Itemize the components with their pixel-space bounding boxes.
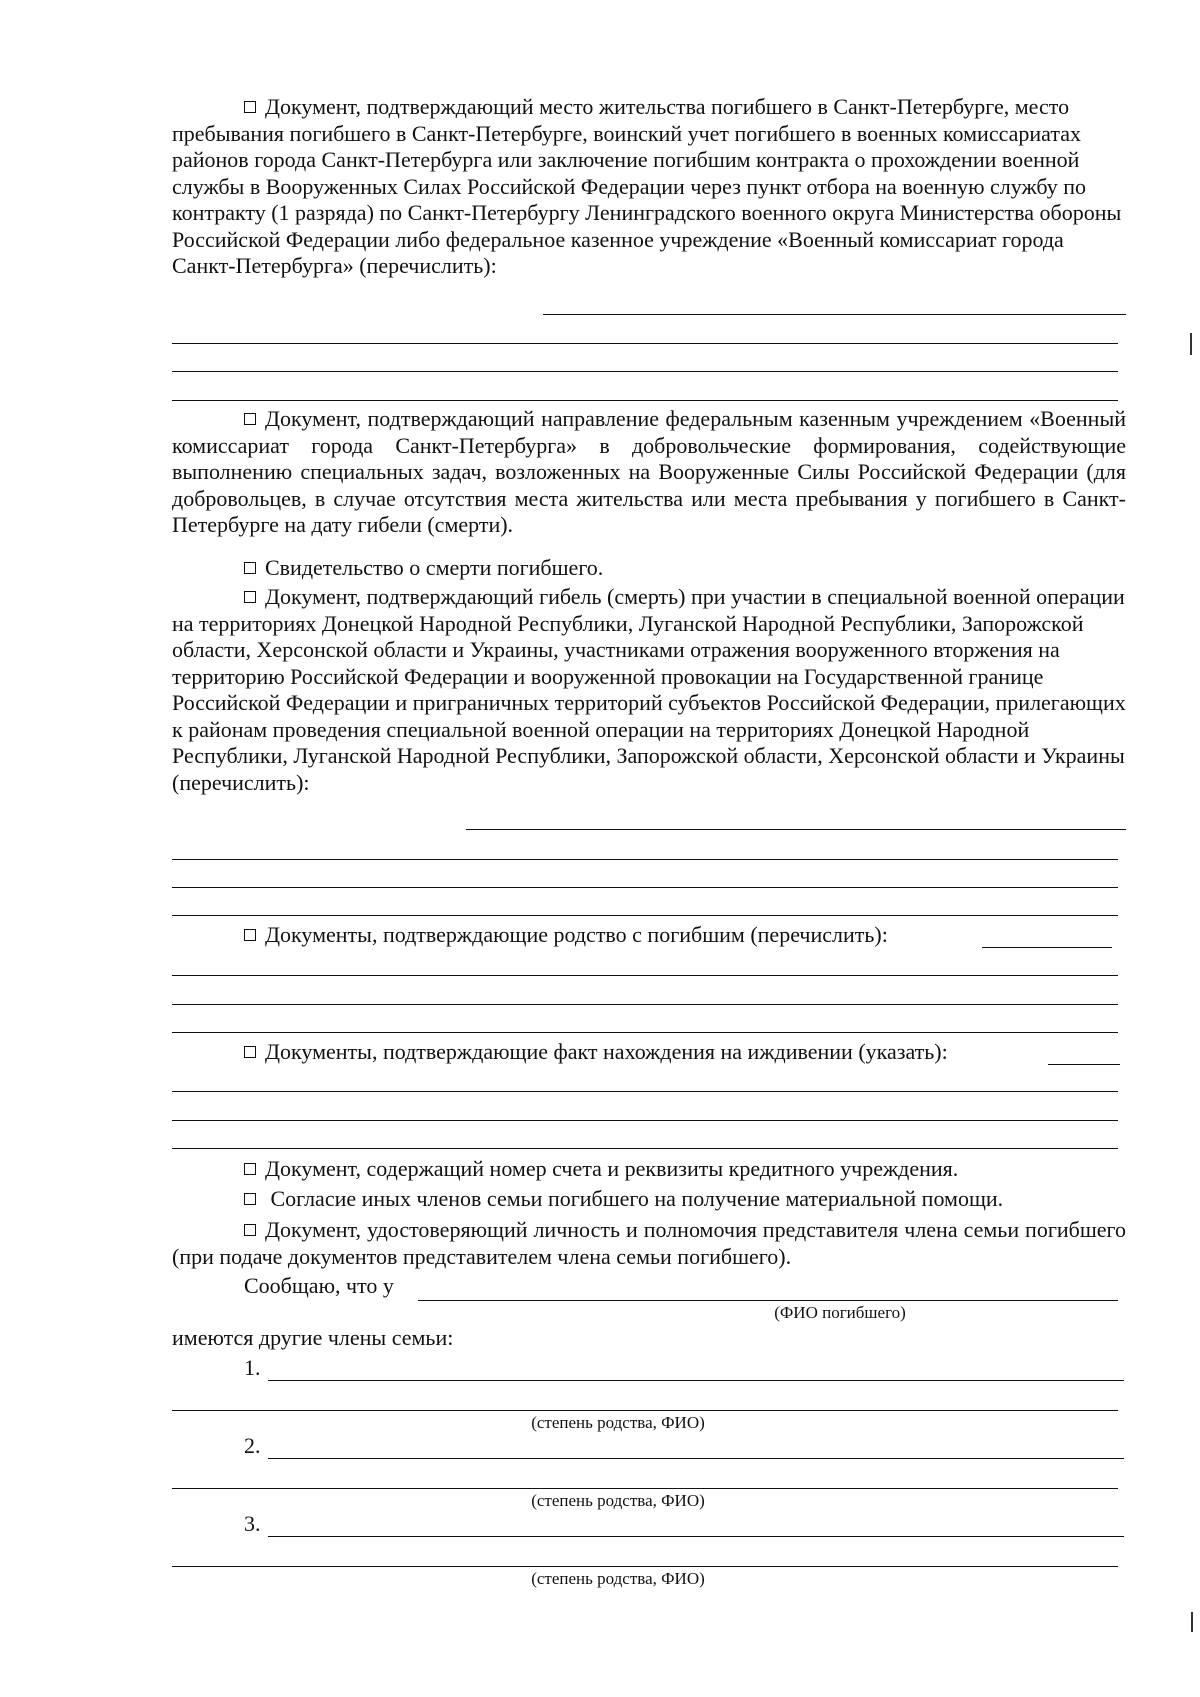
fill-line[interactable] bbox=[543, 314, 1126, 315]
scan-mark bbox=[1190, 333, 1192, 355]
item-consent-text: Согласие иных членов семьи погибшего на получение материальной помощи. bbox=[270, 1186, 1004, 1211]
fill-line[interactable] bbox=[172, 1091, 1118, 1092]
item-death-confirmation-text: Документ, подтверждающий гибель (смерть) при участии в специальной военной операции на территориях Донецкой Народной Республики, Луганской Народной Республики, Запорожской области, Херсонской области и Украины, участниками отражения вооруженного вторжения на территорию Российской Федерации и вооруженной провокации на Государственной границе Российской Федерации и приграничных территорий субъектов Российской Федерации, прилегающих к районам проведения специальной военной операции на территориях Донецкой Народной Республики, Луганской Народной Республики, Запорожской области, Херсонской области и Украины (перечислить): bbox=[172, 584, 1126, 795]
item-identity-paragraph bbox=[172, 1217, 1126, 1270]
item-dependency bbox=[172, 1039, 1126, 1066]
checkbox-icon[interactable] bbox=[244, 929, 256, 941]
item-identity-text: Документ, удостоверяющий личность и полномочия представителя члена семьи погибшего (при подаче документов представителем члена семьи погибшего). bbox=[172, 1217, 1126, 1269]
item-direction-text: Документ, подтверждающий направление федеральным казенным учреждением «Военный комиссариат города Санкт-Петербурга» в добровольческие формирования, содействующие выполнению специальных задач, возложенных на Вооруженные Силы Российской Федерации (для добровольцев, в случае отсутствия места жительства или места пребывания у погибшего в Санкт-Петербурге на дату гибели (смерти). bbox=[172, 406, 1126, 537]
fill-line[interactable] bbox=[172, 975, 1118, 976]
family-member-caption: (степень родства, ФИО) bbox=[531, 1569, 705, 1588]
item-death-certificate-text: Свидетельство о смерти погибшего. bbox=[265, 555, 604, 580]
checkbox-icon[interactable] bbox=[244, 413, 256, 425]
item-kinship bbox=[172, 922, 1126, 949]
checkbox-icon[interactable] bbox=[244, 591, 256, 603]
fill-line[interactable] bbox=[172, 400, 1118, 401]
family-member-field[interactable] bbox=[268, 1380, 1124, 1381]
item-death-confirmation-paragraph bbox=[172, 584, 1126, 796]
scan-mark bbox=[1191, 1612, 1193, 1632]
family-member-field[interactable] bbox=[172, 1566, 1118, 1567]
item-kinship-text: Документы, подтверждающие родство с погибшим (перечислить): bbox=[265, 922, 888, 947]
fill-line[interactable] bbox=[172, 915, 1118, 916]
item-consent-paragraph bbox=[172, 1186, 1126, 1213]
item-kinship-paragraph bbox=[172, 922, 1126, 949]
checkbox-icon[interactable] bbox=[244, 1163, 256, 1175]
fill-line[interactable] bbox=[172, 887, 1118, 888]
fill-line[interactable] bbox=[172, 859, 1118, 860]
fill-line[interactable] bbox=[172, 1004, 1118, 1005]
other-members-label: имеются другие члены семьи: bbox=[172, 1325, 454, 1350]
item-dependency-paragraph bbox=[172, 1039, 1126, 1066]
fio-caption: (ФИО погибшего) bbox=[774, 1303, 906, 1322]
family-member-number: 2. bbox=[244, 1433, 261, 1458]
item-account-paragraph bbox=[172, 1156, 1126, 1183]
item-consent bbox=[172, 1186, 1126, 1213]
fill-line[interactable] bbox=[172, 1120, 1118, 1121]
family-member-caption: (степень родства, ФИО) bbox=[531, 1413, 705, 1432]
item-death-certificate bbox=[172, 555, 1126, 582]
item-residence-paragraph bbox=[172, 94, 1126, 280]
fill-line[interactable] bbox=[172, 1032, 1118, 1033]
family-member-field[interactable] bbox=[172, 1488, 1118, 1489]
item-direction-paragraph bbox=[172, 406, 1126, 539]
family-member-field[interactable] bbox=[268, 1536, 1124, 1537]
item-death-confirmation bbox=[172, 584, 1126, 796]
fill-line[interactable] bbox=[466, 829, 1126, 830]
item-account-text: Документ, содержащий номер счета и реквизиты кредитного учреждения. bbox=[265, 1156, 959, 1181]
checkbox-icon[interactable] bbox=[244, 1224, 256, 1236]
fill-line[interactable] bbox=[1048, 1064, 1120, 1065]
fill-line[interactable] bbox=[982, 947, 1112, 948]
family-member-caption: (степень родства, ФИО) bbox=[531, 1491, 705, 1510]
deceased-fio-field[interactable] bbox=[418, 1300, 1118, 1301]
item-residence bbox=[172, 94, 1126, 280]
family-member-number: 1. bbox=[244, 1355, 261, 1380]
item-residence-text: Документ, подтверждающий место жительства погибшего в Санкт-Петербурге, место пребывания погибшего в Санкт-Петербурге, воинский учет погибшего в военных комиссариатах районов города Санкт-Петербурга или заключение погибшим контракта о прохождении военной службы в Вооруженных Силах Российской Федерации через пункт отбора на военную службу по контракту (1 разряда) по Санкт-Петербургу Ленинградского военного округа Министерства обороны Российской Федерации либо федеральное казенное учреждение «Военный комиссариат города Санкт-Петербурга» (перечислить): bbox=[172, 94, 1122, 278]
fill-line[interactable] bbox=[172, 1148, 1118, 1149]
item-direction bbox=[172, 406, 1126, 539]
fill-line[interactable] bbox=[172, 343, 1118, 344]
item-dependency-text: Документы, подтверждающие факт нахождения на иждивении (указать): bbox=[265, 1039, 948, 1064]
checkbox-icon[interactable] bbox=[244, 1193, 256, 1205]
item-death-certificate-paragraph bbox=[172, 555, 1126, 582]
item-identity bbox=[172, 1217, 1126, 1270]
item-account bbox=[172, 1156, 1126, 1183]
checkbox-icon[interactable] bbox=[244, 101, 256, 113]
checkbox-icon[interactable] bbox=[244, 1046, 256, 1058]
report-lead: Сообщаю, что у bbox=[244, 1273, 394, 1298]
fill-line[interactable] bbox=[172, 371, 1118, 372]
family-member-field[interactable] bbox=[268, 1458, 1124, 1459]
checkbox-icon[interactable] bbox=[244, 562, 256, 574]
family-member-number: 3. bbox=[244, 1511, 261, 1536]
family-member-field[interactable] bbox=[172, 1410, 1118, 1411]
